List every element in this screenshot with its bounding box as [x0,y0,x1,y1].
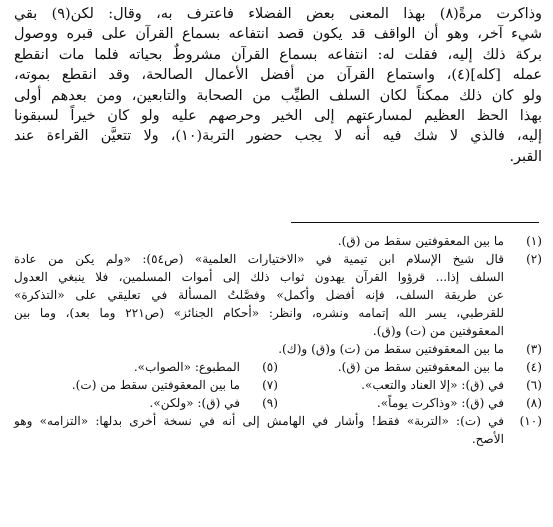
footnote-text: في (ق): «وذاكرت يوماً». [376,396,504,410]
main-text [14,4,542,167]
footnote [14,376,278,394]
footnote-number: (١٠) [519,414,542,428]
body-line: إليه، فالذي لا شك فيه أنه لا يجب حضور التربة(١٠)، ولا تتعيَّن القراءة عند [14,128,542,145]
footnote-number: (٤) [526,360,542,374]
footnote-number: (١) [526,234,542,248]
body-line: ولو كان ذلك ممكناً لكان السلف الطيِّب من الصحابة والتابعين، ومن بعدهم أولى [14,87,542,104]
footnote-number: (٣) [526,342,542,356]
footnote [14,232,542,250]
footnote-number: (٨) [526,396,542,410]
body-line: القبر. [509,148,542,165]
body-line: وذاكرت مرةً(٨) بهذا المعنى بعض الفضلاء فاعترف به، وقال: لكن(٩) بقي [14,6,543,22]
footnote [14,394,278,412]
footnote-text: في (ت): «التربة» فقط! وأشار في الهامش إلى أنه في نسخة أخرى بدلها: «التزامه» وهو الأصح. [14,414,504,446]
footnote-text: في (ق): «إلا العناد والتعب». [361,378,504,392]
body-line: شيء آخر، وهو أن الواقف قد يكون قصد انتفاعه بسماع القرآن على قبره ووصول [14,26,542,43]
footnote [14,358,278,376]
footnote-number: (٦) [526,378,542,392]
footnote [14,340,542,358]
footnote-text: في (ق): «ولكن». [149,396,240,410]
footnotes [14,232,542,448]
footnote-text: ما بين المعقوفتين سقط من (ت). [71,378,240,392]
body-line: بركة ذلك إليه، فقلت له: انتفاعه بسماع القرآن مشروطٌ بحياته فلما مات انقطع [14,46,542,63]
footnote-separator [291,222,539,223]
footnote-text: قال شيخ الإسلام ابن تيمية في «الاختيارات العلمية» (ص٥٤): «ولم يكن من عادة السلف إذا... قرؤوا القرآن يهدون ثواب ذلك إلى أموات المسلمين، فلا ينبغي العدول عن طريقة السلف، فإنه أفضل وأكمل» وفصَّلتُ المسألة في تعليقي على «التذكرة» للقرطبي، يسر الله إتمامه ونشره، وانظر: «أحكام الجنائز» (ص٢٢١ وما بعد)، وما بين المعقوفتين من (ت) و(ق). [14,252,504,338]
footnote-number: (٩) [262,396,278,410]
body-line: بهذا الحظ العظيم لمسارعتهم إلى الخير وحرصهم عليه ولو كان خيراً لسبقونا [14,107,542,124]
footnote-text: ما بين المعقوفتين سقط من (ت) و(ق) و(ك). [278,342,504,356]
footnote-text: المطبوع: «الصواب». [133,360,240,374]
footnote [14,250,542,340]
footnote-number: (٢) [526,252,542,266]
footnote-pair [14,358,542,376]
footnote-number: (٧) [262,378,278,392]
footnote-text: ما بين المعقوفتين سقط من (ق). [337,360,504,374]
footnote-text: ما بين المعقوفتين سقط من (ق). [337,234,504,248]
body-line: عمله [كله](٤)، واستماع القرآن من أفضل الأعمال الصالحة، وقد انقطع بموته، [14,67,543,84]
footnote [278,358,542,376]
footnote-pair [14,376,542,394]
footnote [278,376,542,394]
footnote [14,412,542,448]
footnote [278,394,542,412]
footnote-pair [14,394,542,412]
footnote-number: (٥) [262,360,278,374]
